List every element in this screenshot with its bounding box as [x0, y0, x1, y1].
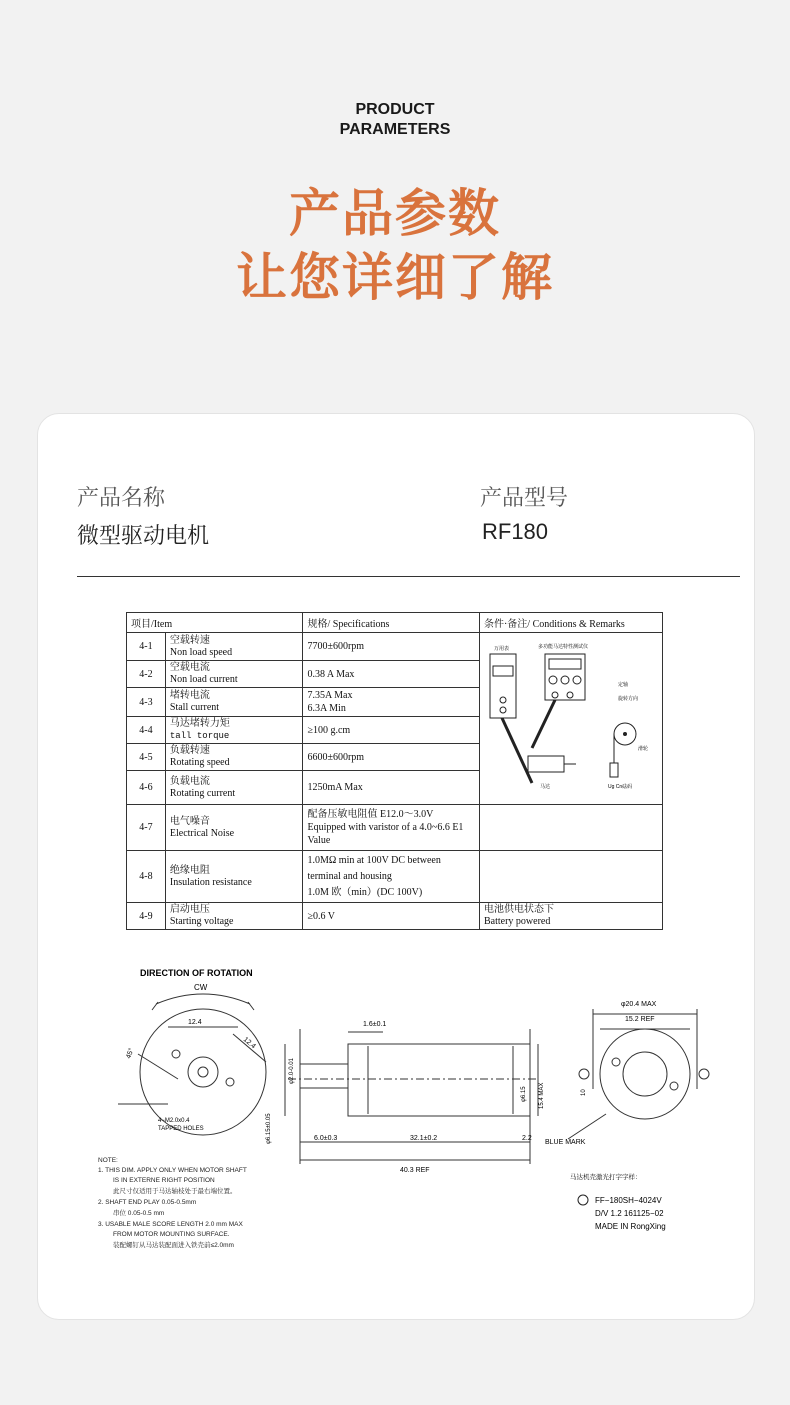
laser-mark-1: FF−180SH−4024V [595, 1196, 662, 1205]
row-spec [303, 805, 479, 851]
row-no: 4-4 [127, 717, 166, 744]
test-setup-diagram [479, 633, 662, 805]
item-cn: 绝缘电阻 [169, 864, 210, 876]
row-no: 4-1 [127, 633, 166, 661]
row-no: 4-9 [127, 903, 166, 930]
row-item [165, 805, 303, 851]
laser-mark-title: 马达机壳激光打字字样： [570, 1174, 642, 1181]
product-name-label: 产品名称 [77, 486, 166, 511]
header-remarks: 条件·备注/ Conditions & Remarks [479, 613, 662, 633]
tapped-holes-2: TAPPED HOLES [158, 1126, 204, 1132]
divider [77, 576, 740, 577]
table-row [127, 903, 663, 930]
dim-15-2: 15.2 REF [625, 1016, 655, 1023]
row-item [165, 717, 303, 744]
cw-label: CW [194, 983, 208, 992]
item-en: Non load speed [169, 646, 233, 658]
header-en-line1: PRODUCT [355, 101, 435, 118]
row-spec [303, 851, 479, 903]
tester-label: 多功能马达特性测试仪 [537, 643, 588, 650]
tapped-holes: 4−M2.0x0.4 [158, 1118, 190, 1124]
item-en: tall torque [169, 731, 230, 741]
blue-mark: BLUE MARK [545, 1139, 586, 1146]
item-cn: 马达堵转力矩 [169, 718, 230, 729]
item-en: Insulation resistance [169, 876, 252, 888]
item-cn: 启动电压 [169, 904, 210, 915]
item-cn: 负载转速 [169, 745, 210, 756]
note-3c: 装配螺钉从马达装配面进入铁壳前≤2.0mm [113, 1242, 234, 1249]
rotation-title: DIRECTION OF ROTATION [140, 968, 253, 978]
row-item [165, 688, 303, 717]
dim-12-4-a: 12.4 [188, 1019, 202, 1026]
item-en: Rotating current [169, 787, 236, 799]
item-en: Starting voltage [169, 916, 234, 927]
laser-mark-2: D/V 1.2 161125−02 [595, 1209, 664, 1218]
row-spec: 6600±600rpm [303, 744, 479, 771]
row-remark [479, 851, 662, 903]
dim-32-1: 32.1±0.2 [410, 1135, 438, 1142]
note-3a: 3. USABLE MALE SCORE LENGTH 2.0 mm MAX [98, 1221, 243, 1228]
header-item: 项目/Item [127, 613, 303, 633]
logo-mark [578, 1195, 588, 1205]
laser-mark-3: MADE IN RongXing [595, 1222, 666, 1231]
header-en-line2: PARAMETERS [339, 121, 451, 138]
row-no: 4-8 [127, 851, 166, 903]
row-no: 4-5 [127, 744, 166, 771]
dim-6-0: 6.0±0.3 [314, 1135, 338, 1142]
row-spec: 1250mA Max [303, 771, 479, 805]
item-cn: 负载电流 [169, 775, 210, 787]
pulley-label: 定轴 [617, 681, 628, 688]
header-spec: 规格/ Specifications [303, 613, 479, 633]
item-en: Non load current [169, 674, 238, 685]
row-spec: ≥0.6 V [303, 903, 479, 930]
spec-line1: 配备压敏电阻值 E12.0～3.0V [307, 809, 434, 820]
header-chinese [0, 183, 790, 311]
header-english [0, 100, 790, 140]
spec-line2: terminal and housing [307, 870, 392, 882]
dim-15-4: 15.4 MAX [539, 1082, 545, 1109]
item-cn: 堵转电流 [169, 690, 210, 701]
table-row [127, 633, 663, 661]
note-1c: 此尺寸仅适用于马达轴枝处于最右端位置。 [113, 1188, 237, 1195]
row-remark [479, 805, 662, 851]
row-no: 4-2 [127, 661, 166, 688]
item-en: Rotating speed [169, 757, 230, 768]
angle-45: 45° [125, 1047, 136, 1060]
shaft-dia: φ2.0-0.01 [289, 1058, 295, 1084]
remark-cn: 电池供电状态下 [483, 904, 554, 915]
header-cn-line1: 产品参数 [288, 185, 501, 244]
item-en: Stall current [169, 702, 220, 713]
spec-line2: 6.3A Min [307, 703, 346, 714]
note-2b: 串位 0.05-0.5 mm [113, 1210, 165, 1217]
table-row [127, 851, 663, 903]
product-name-value: 微型驱动电机 [77, 524, 210, 549]
note-title: NOTE: [98, 1157, 118, 1164]
item-cn: 电气噪音 [169, 815, 210, 827]
dim-10: 10 [581, 1089, 587, 1096]
row-spec: 0.38 A Max [303, 661, 479, 688]
note-2a: 2. SHAFT END PLAY 0.05-0.5mm [98, 1199, 197, 1206]
row-item [165, 633, 303, 661]
row-no: 4-7 [127, 805, 166, 851]
row-spec: ≥100 g.cm [303, 717, 479, 744]
weight-label: Ug Cn砝码 [607, 783, 633, 790]
dim-20-4: φ20.4 MAX [621, 1001, 657, 1008]
row-item [165, 903, 303, 930]
row-item [165, 661, 303, 688]
table-row [127, 805, 663, 851]
remark-en: Battery powered [483, 916, 551, 927]
dim-40-3: 40.3 REF [400, 1167, 430, 1174]
row-item [165, 851, 303, 903]
spec-header-row [127, 613, 663, 633]
dim-2-2: 2.2 [522, 1135, 532, 1142]
dim-6-15: φ6.15±0.05 [266, 1113, 272, 1144]
spec-line2: Equipped with varistor of a 4.0~6.6 E1 Value [307, 822, 464, 846]
motor-label: 马达 [539, 783, 550, 790]
dim-1-6: 1.6±0.1 [363, 1021, 387, 1028]
note-1a: 1. THIS DIM. APPLY ONLY WHEN MOTOR SHAFT [98, 1167, 247, 1174]
item-cn: 空载转速 [169, 634, 210, 646]
item-cn: 空载电流 [169, 662, 210, 673]
row-spec [303, 688, 479, 717]
row-remark [479, 903, 662, 930]
spec-line1: 1.0MΩ min at 100V DC between [307, 854, 441, 866]
row-spec: 7700±600rpm [303, 633, 479, 661]
row-no: 4-3 [127, 688, 166, 717]
row-item [165, 744, 303, 771]
product-model-label: 产品型号 [480, 486, 569, 511]
item-en: Electrical Noise [169, 827, 235, 839]
note-3b: FROM MOTOR MOUNTING SURFACE. [113, 1231, 230, 1238]
row-item [165, 771, 303, 805]
product-model-value: RF180 [482, 519, 549, 544]
dim-12-4-b: 12.4 [241, 1036, 257, 1051]
spec-line3: 1.0M 欧（min）(DC 100V) [307, 886, 423, 898]
spec-line1: 7.35A Max [307, 690, 353, 701]
meter-label: 万用表 [493, 645, 509, 652]
wheel-label: 滑轮 [637, 745, 648, 752]
row-no: 4-6 [127, 771, 166, 805]
motor-drawing [38, 954, 756, 1274]
note-1b: IS IN EXTERNE RIGHT POSITION [113, 1177, 215, 1184]
dim-6-15b: φ6.15 [521, 1086, 527, 1102]
parameter-card [37, 413, 755, 1320]
spec-table [126, 612, 663, 930]
header-cn-line2: 让您详细了解 [235, 249, 554, 308]
direction-label: 旋转方向 [617, 695, 638, 702]
